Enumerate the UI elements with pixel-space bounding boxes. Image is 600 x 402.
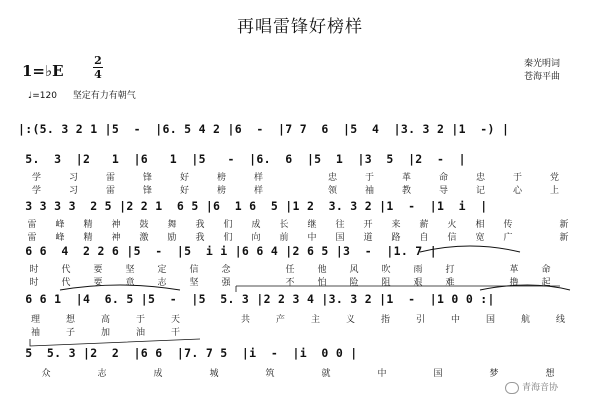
watermark-text: 青海音协 xyxy=(522,383,559,393)
lyric-syllable: 成 xyxy=(251,220,261,230)
lyric-syllable: 想 xyxy=(65,315,75,325)
lyric-syllable: 信 xyxy=(189,265,199,275)
lyric-syllable: 路 xyxy=(391,233,401,243)
lyric-syllable: 打 xyxy=(445,265,455,275)
lyric-syllable: 他 xyxy=(317,265,327,275)
lyric-syllable: 子 xyxy=(65,328,75,338)
lyric-syllable: 自 xyxy=(419,233,429,243)
lyric-syllable: 舞 xyxy=(167,220,177,230)
lyric-syllable: 学 xyxy=(31,186,41,196)
lyric-syllable: 吹 xyxy=(381,265,391,275)
lyric-syllable: 线 xyxy=(555,315,565,325)
lyric-syllable: 引 xyxy=(415,315,425,325)
lyric-syllable: 代 xyxy=(61,278,71,288)
notes-line-4: 6 6 4 2 2 6 |5 - |5 i i |6 6 4 |2 6 5 |3 - |1. 7 | xyxy=(18,244,437,258)
lyric-syllable: 锋 xyxy=(142,173,152,183)
lyric-syllable: 命 xyxy=(438,173,448,183)
lyric-syllable: 往 xyxy=(335,220,345,230)
lyric-syllable: 宽 xyxy=(475,233,485,243)
lyric-syllable: 险 xyxy=(349,278,359,288)
lyric-syllable: 难 xyxy=(445,278,455,288)
lyric-syllable: 于 xyxy=(364,173,374,183)
notes-line-3: 3 3 3 3 2 5 |2 2 1 6 5 |6 1 6 5 |1 2 3. 3 2 |1 - |1 i | xyxy=(18,199,488,213)
lyric-syllable: 我 xyxy=(195,233,205,243)
lyric-syllable: 城 xyxy=(209,369,219,379)
lyric-syllable: 中 xyxy=(450,315,460,325)
key-signature: 1=♭E xyxy=(22,62,64,80)
lyric-syllable: 主 xyxy=(310,315,320,325)
lyric-syllable: 国 xyxy=(433,369,443,379)
lyric-syllable: 志 xyxy=(157,278,167,288)
lyric-syllable: 神 xyxy=(111,233,121,243)
lyrics-line-6a xyxy=(18,366,578,378)
lyric-syllable: 干 xyxy=(170,328,180,338)
lyric-syllable: 袖 xyxy=(30,328,40,338)
lyric-syllable: 雷 xyxy=(105,186,115,196)
lyric-syllable: 好 xyxy=(179,173,189,183)
lyric-syllable: 高 xyxy=(100,315,110,325)
lyric-syllable: 导 xyxy=(438,186,448,196)
lyric-syllable: 国 xyxy=(485,315,495,325)
lyric-syllable: 精 xyxy=(83,233,93,243)
lyric-syllable: 艰 xyxy=(413,278,423,288)
lyrics-line-5b xyxy=(18,325,578,337)
lyric-syllable: 雷 xyxy=(105,173,115,183)
notes-line-5: 6 6 1 |4 6. 5 |5 - |5 5. 3 |2 2 3 4 |3. 3 2 |1 - |1 0 0 :| xyxy=(18,292,495,306)
tempo-marking xyxy=(28,88,136,101)
lyrics-line-2b xyxy=(18,183,573,195)
notes-line-6: 5 5. 3 |2 2 |6 6 |7. 7 5 |i - |i 0 0 | xyxy=(18,346,358,360)
lyric-syllable: 好 xyxy=(179,186,189,196)
credits xyxy=(524,58,560,84)
lyric-syllable: 励 xyxy=(167,233,177,243)
watermark xyxy=(505,380,558,394)
lyric-syllable: 国 xyxy=(335,233,345,243)
lyric-syllable: 雷 xyxy=(27,233,37,243)
lyric-syllable: 峰 xyxy=(55,233,65,243)
lyric-syllable: 理 xyxy=(30,315,40,325)
lyric-syllable: 梦 xyxy=(489,369,499,379)
lyric-syllable: 领 xyxy=(327,186,337,196)
lyric-syllable: 新 xyxy=(559,220,569,230)
lyric-syllable: 共 xyxy=(240,315,250,325)
lyric-syllable: 要 xyxy=(93,265,103,275)
lyric-syllable: 成 xyxy=(153,369,163,379)
lyric-syllable: 革 xyxy=(509,265,519,275)
lyric-syllable: 来 xyxy=(391,220,401,230)
notes-line-1: |:(5. 3 2 1 |5 - |6. 5 4 2 |6 - |7 7 6 |5 4 |3. 3 2 |1 -) | xyxy=(18,122,510,136)
lyric-syllable: 雷 xyxy=(27,220,37,230)
lyricist-credit: 秦光明词 xyxy=(524,59,561,69)
meter-top: 2 xyxy=(94,54,102,67)
lyric-syllable: 习 xyxy=(68,173,78,183)
lyric-syllable: 不 xyxy=(285,278,295,288)
lyrics-line-3b xyxy=(18,230,578,242)
lyrics-line-3a xyxy=(18,217,578,229)
lyric-syllable: 众 xyxy=(41,369,51,379)
lyric-syllable: 于 xyxy=(135,315,145,325)
lyric-syllable: 薪 xyxy=(419,220,429,230)
lyric-syllable: 革 xyxy=(401,173,411,183)
lyric-syllable: 样 xyxy=(253,173,263,183)
lyric-syllable: 加 xyxy=(100,328,110,338)
lyric-syllable: 忠 xyxy=(327,173,337,183)
lyric-syllable: 锋 xyxy=(142,186,152,196)
lyric-syllable: 指 xyxy=(380,315,390,325)
lyric-syllable: 开 xyxy=(363,220,373,230)
lyric-syllable: 起 xyxy=(541,278,551,288)
lyric-syllable: 代 xyxy=(61,265,71,275)
lyric-syllable: 时 xyxy=(29,278,39,288)
lyric-syllable: 任 xyxy=(285,265,295,275)
lyric-syllable: 强 xyxy=(221,278,231,288)
notes-line-2: 5. 3 |2 1 |6 1 |5 - |6. 6 |5 1 |3 5 |2 - | xyxy=(18,152,466,166)
lyric-syllable: 油 xyxy=(135,328,145,338)
lyric-syllable: 定 xyxy=(157,265,167,275)
lyric-syllable: 相 xyxy=(475,220,485,230)
lyric-syllable: 想 xyxy=(545,369,555,379)
lyric-syllable: 长 xyxy=(279,220,289,230)
composer-credit: 苍海平曲 xyxy=(524,72,561,82)
lyric-syllable: 要 xyxy=(93,278,103,288)
lyric-syllable: 们 xyxy=(223,220,233,230)
lyric-syllable: 记 xyxy=(475,186,485,196)
wechat-icon xyxy=(505,382,519,394)
lyric-syllable: 志 xyxy=(97,369,107,379)
lyric-syllable: 就 xyxy=(321,369,331,379)
lyric-syllable: 峰 xyxy=(55,220,65,230)
lyric-syllable: 榜 xyxy=(216,173,226,183)
lyric-syllable: 火 xyxy=(447,220,457,230)
lyric-syllable: 学 xyxy=(31,173,41,183)
page-title: 再唱雷锋好榜样 xyxy=(237,17,363,37)
lyric-syllable: 中 xyxy=(377,369,387,379)
lyric-syllable: 样 xyxy=(253,186,263,196)
lyric-syllable: 榜 xyxy=(216,186,226,196)
lyric-syllable: 精 xyxy=(83,220,93,230)
lyric-syllable: 撸 xyxy=(509,278,519,288)
lyric-syllable: 义 xyxy=(345,315,355,325)
lyric-syllable: 道 xyxy=(363,233,373,243)
lyric-syllable: 时 xyxy=(29,265,39,275)
lyric-syllable: 风 xyxy=(349,265,359,275)
lyric-syllable: 前 xyxy=(279,233,289,243)
lyric-syllable: 我 xyxy=(195,220,205,230)
lyrics-line-5a xyxy=(18,312,578,324)
lyric-syllable: 忠 xyxy=(475,173,485,183)
lyric-syllable: 信 xyxy=(447,233,457,243)
lyric-syllable: 坚 xyxy=(125,265,135,275)
meter-bottom: 4 xyxy=(94,68,102,81)
tempo-mark: ♩=120 xyxy=(28,91,57,101)
lyric-syllable: 党 xyxy=(549,173,559,183)
lyric-syllable: 航 xyxy=(520,315,530,325)
expression-text: 坚定有力有朝气 xyxy=(72,91,136,101)
lyric-syllable: 传 xyxy=(503,220,513,230)
lyrics-line-4a xyxy=(18,262,562,274)
lyric-syllable: 于 xyxy=(512,173,522,183)
lyric-syllable: 激 xyxy=(139,233,149,243)
lyric-syllable: 上 xyxy=(549,186,559,196)
lyric-syllable: 继 xyxy=(307,220,317,230)
lyric-syllable: 习 xyxy=(68,186,78,196)
lyric-syllable: 念 xyxy=(221,265,231,275)
lyric-syllable: 意 xyxy=(125,278,135,288)
lyrics-line-2a xyxy=(18,170,573,182)
lyric-syllable: 产 xyxy=(275,315,285,325)
lyric-syllable: 雨 xyxy=(413,265,423,275)
lyric-syllable: 阻 xyxy=(381,278,391,288)
lyric-syllable: 筑 xyxy=(265,369,275,379)
lyric-syllable: 神 xyxy=(111,220,121,230)
lyric-syllable: 坚 xyxy=(189,278,199,288)
lyrics-line-4b xyxy=(18,275,562,287)
lyric-syllable: 命 xyxy=(541,265,551,275)
lyric-syllable: 中 xyxy=(307,233,317,243)
lyric-syllable: 袖 xyxy=(364,186,374,196)
lyric-syllable: 鼓 xyxy=(139,220,149,230)
lyric-syllable: 怕 xyxy=(317,278,327,288)
time-signature xyxy=(92,54,104,81)
lyric-syllable: 新 xyxy=(559,233,569,243)
lyric-syllable: 心 xyxy=(512,186,522,196)
lyric-syllable: 天 xyxy=(170,315,180,325)
lyric-syllable: 广 xyxy=(503,233,513,243)
lyric-syllable: 教 xyxy=(401,186,411,196)
lyric-syllable: 向 xyxy=(251,233,261,243)
lyric-syllable: 们 xyxy=(223,233,233,243)
